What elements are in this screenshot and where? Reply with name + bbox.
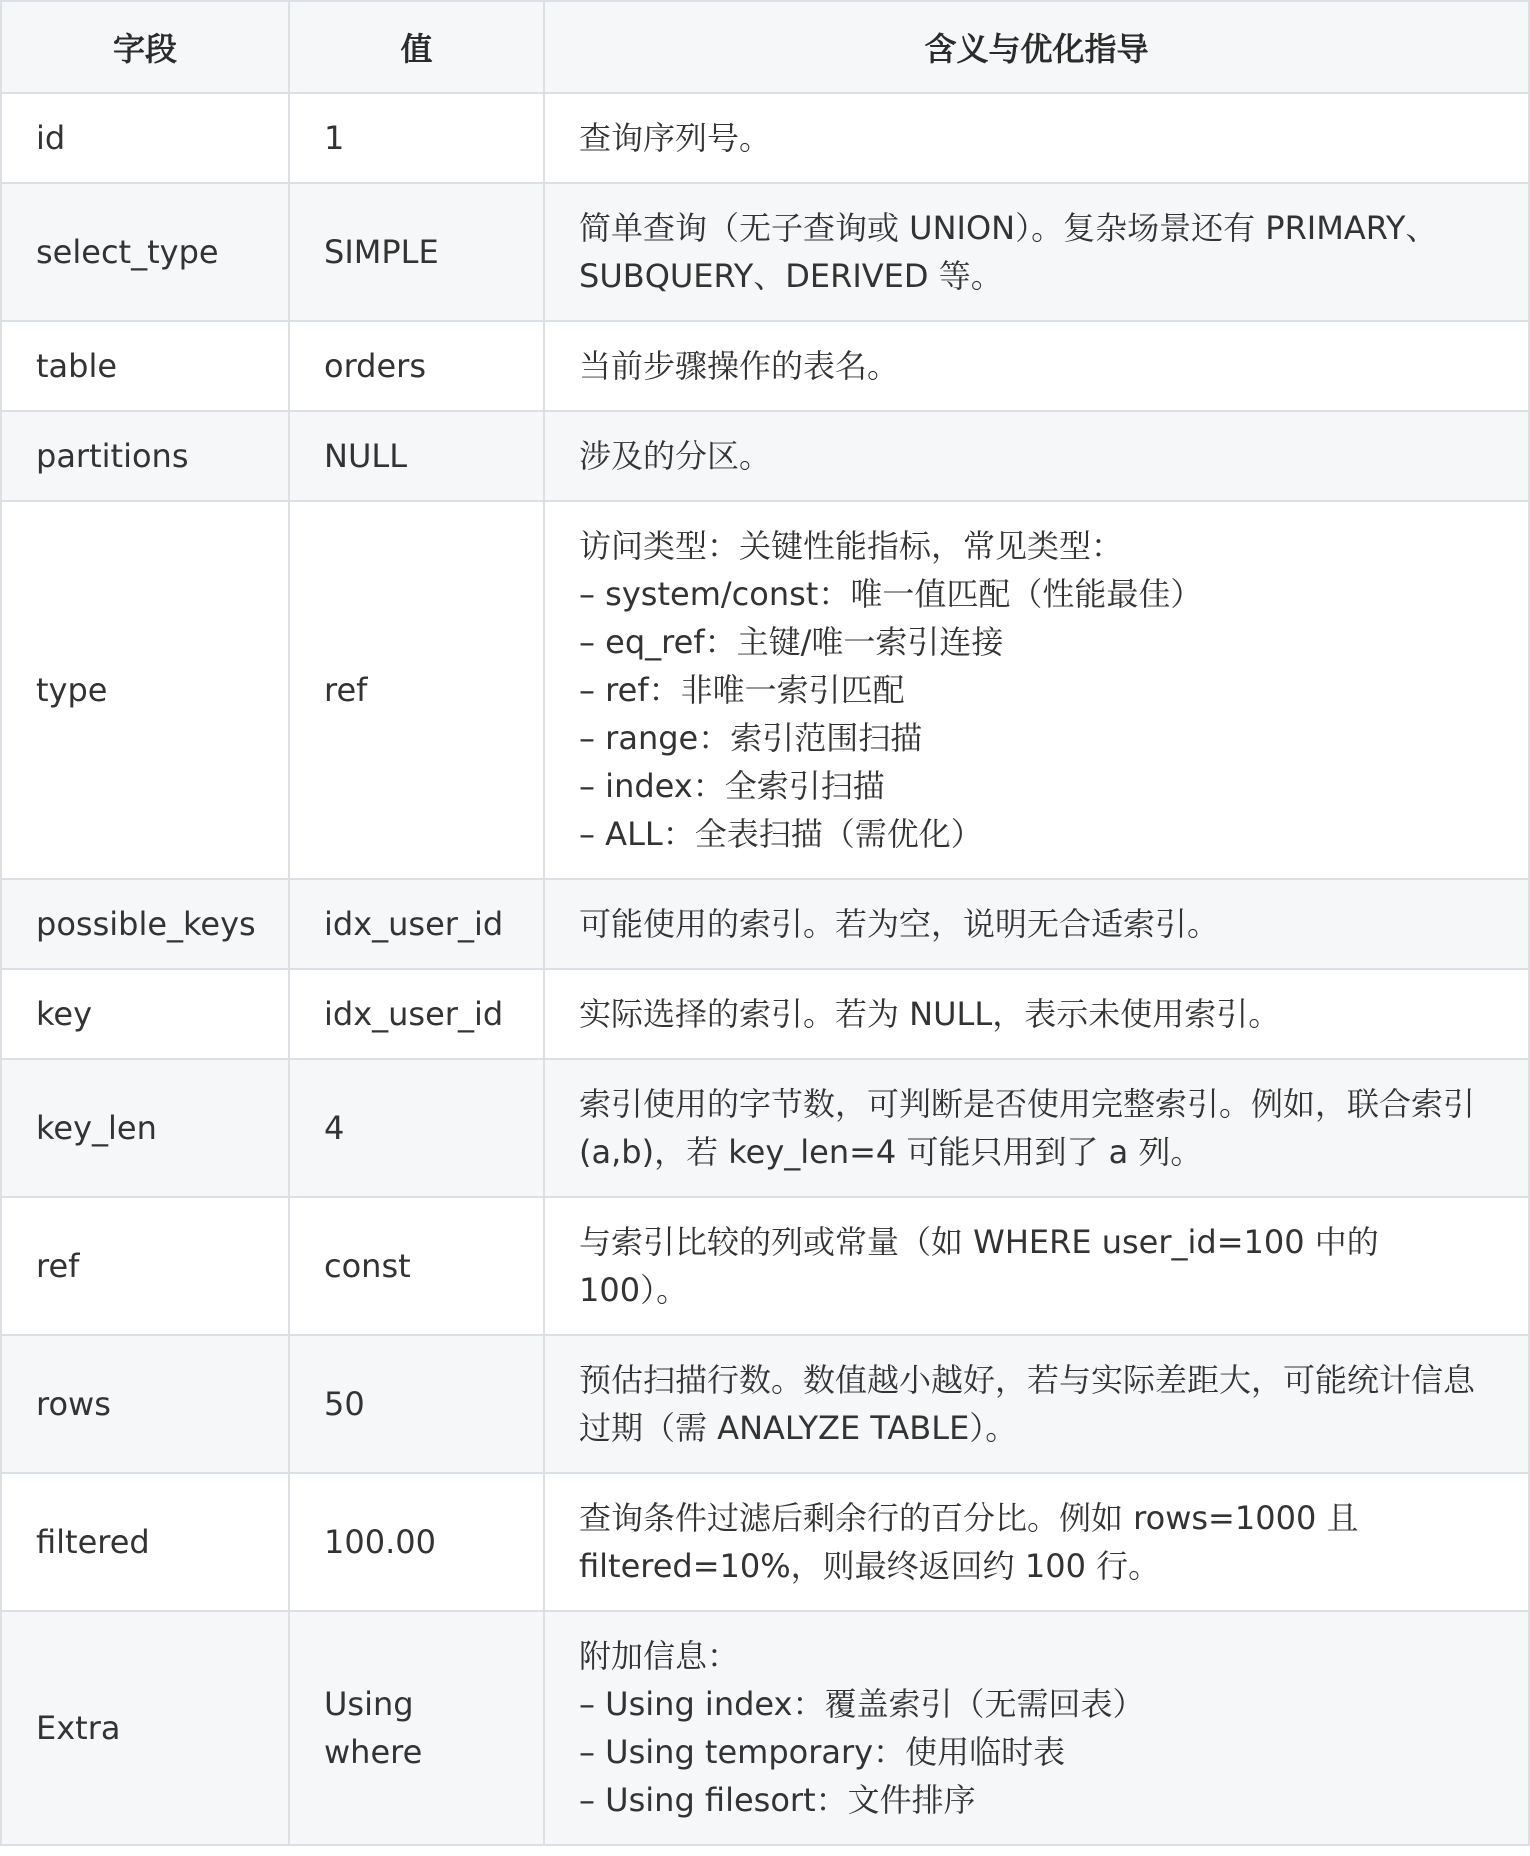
cell-field: select_type xyxy=(1,183,289,321)
cell-description: 可能使用的索引。若为空，说明无合适索引。 xyxy=(544,879,1529,969)
table-row xyxy=(1,183,1529,321)
cell-field: key xyxy=(1,969,289,1059)
cell-field: type xyxy=(1,501,289,879)
cell-value: const xyxy=(289,1197,544,1335)
cell-description: 访问类型：关键性能指标，常见类型： – system/const：唯一值匹配（性能最佳） – eq_ref：主键/唯一索引连接 – ref：非唯一索引匹配 – range：索引范围扫描 – index：全索引扫描 – ALL：全表扫描（需优化） xyxy=(544,501,1529,879)
cell-value: Using where xyxy=(289,1611,544,1845)
cell-value: SIMPLE xyxy=(289,183,544,321)
table-row xyxy=(1,321,1529,411)
cell-description: 查询序列号。 xyxy=(544,93,1529,183)
table-row xyxy=(1,1611,1529,1845)
table-row xyxy=(1,411,1529,501)
table-row xyxy=(1,1197,1529,1335)
cell-description: 实际选择的索引。若为 NULL，表示未使用索引。 xyxy=(544,969,1529,1059)
cell-field: filtered xyxy=(1,1473,289,1611)
table-row xyxy=(1,93,1529,183)
cell-description: 与索引比较的列或常量（如 WHERE user_id=100 中的 100）。 xyxy=(544,1197,1529,1335)
header-field: 字段 xyxy=(1,1,289,93)
cell-description: 当前步骤操作的表名。 xyxy=(544,321,1529,411)
table-row xyxy=(1,969,1529,1059)
cell-value: 1 xyxy=(289,93,544,183)
cell-value: 100.00 xyxy=(289,1473,544,1611)
cell-field: key_len xyxy=(1,1059,289,1197)
cell-description: 索引使用的字节数，可判断是否使用完整索引。例如，联合索引 (a,b)，若 key_len=4 可能只用到了 a 列。 xyxy=(544,1059,1529,1197)
cell-value: ref xyxy=(289,501,544,879)
cell-field: Extra xyxy=(1,1611,289,1845)
header-description: 含义与优化指导 xyxy=(544,1,1529,93)
cell-description: 查询条件过滤后剩余行的百分比。例如 rows=1000 且 filtered=10%，则最终返回约 100 行。 xyxy=(544,1473,1529,1611)
cell-field: rows xyxy=(1,1335,289,1473)
cell-field: ref xyxy=(1,1197,289,1335)
cell-value: orders xyxy=(289,321,544,411)
cell-description: 预估扫描行数。数值越小越好，若与实际差距大，可能统计信息过期（需 ANALYZE TABLE）。 xyxy=(544,1335,1529,1473)
cell-field: id xyxy=(1,93,289,183)
cell-description: 涉及的分区。 xyxy=(544,411,1529,501)
cell-description: 简单查询（无子查询或 UNION）。复杂场景还有 PRIMARY、SUBQUERY、DERIVED 等。 xyxy=(544,183,1529,321)
cell-field: table xyxy=(1,321,289,411)
table-row xyxy=(1,879,1529,969)
table-row xyxy=(1,1473,1529,1611)
table-header-row xyxy=(1,1,1529,93)
table-row xyxy=(1,1059,1529,1197)
cell-description: 附加信息： – Using index：覆盖索引（无需回表） – Using temporary：使用临时表 – Using filesort：文件排序 xyxy=(544,1611,1529,1845)
header-value: 值 xyxy=(289,1,544,93)
table-row xyxy=(1,1335,1529,1473)
cell-value: 50 xyxy=(289,1335,544,1473)
cell-value: idx_user_id xyxy=(289,969,544,1059)
table-row xyxy=(1,501,1529,879)
cell-field: partitions xyxy=(1,411,289,501)
cell-value: idx_user_id xyxy=(289,879,544,969)
cell-value: 4 xyxy=(289,1059,544,1197)
cell-field: possible_keys xyxy=(1,879,289,969)
cell-value: NULL xyxy=(289,411,544,501)
